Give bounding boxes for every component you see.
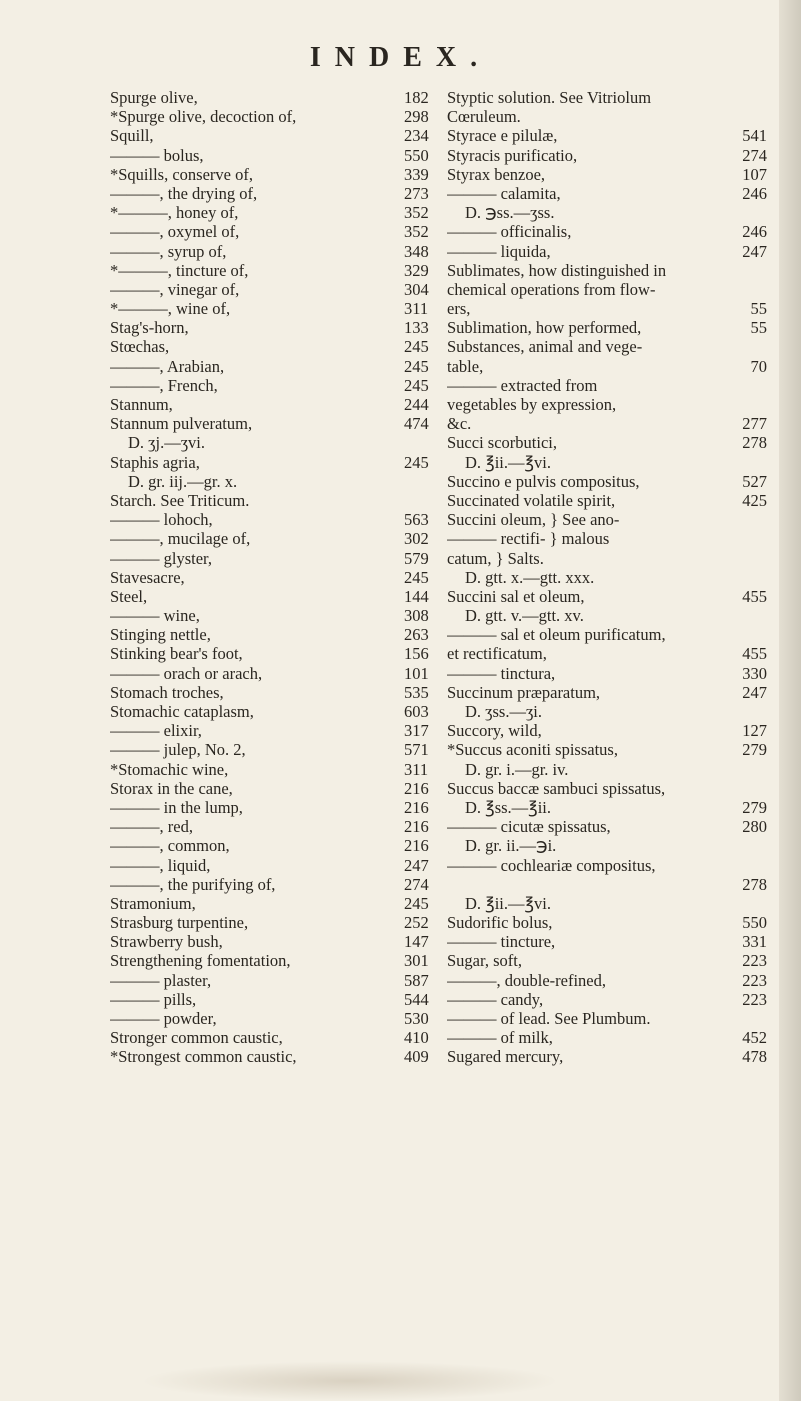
index-entry (447, 606, 767, 625)
index-entry-page: 329 (404, 260, 429, 280)
index-entry-page: 244 (404, 395, 429, 414)
index-entry-page: 277 (742, 414, 767, 434)
index-entry-page: 409 (404, 1047, 429, 1067)
index-entry-page: 156 (404, 644, 429, 664)
index-column-left (110, 88, 440, 1067)
index-entry (110, 453, 440, 472)
index-entry-text: ———, red, (110, 817, 193, 837)
index-entry-text: Succini sal et oleum, (447, 586, 585, 606)
index-entry-text: Stannum pulveratum, (110, 414, 253, 434)
index-entry-page: 246 (742, 183, 767, 203)
index-entry (447, 587, 767, 606)
index-entry (110, 88, 440, 107)
index-entry-text: ———, double-refined, (447, 970, 606, 990)
index-entry-text: Succino e pulvis compositus, (447, 471, 640, 491)
index-entry-text: Stinking bear's foot, (110, 644, 243, 664)
index-entry-page: 550 (404, 145, 429, 165)
index-entry-text: D. gtt. x.—gtt. xxx. (465, 567, 595, 587)
index-entry-page: 247 (404, 855, 429, 875)
index-entry-text: ———, liquid, (110, 855, 211, 875)
index-entry (110, 913, 440, 932)
index-entry-text: *———, tincture of, (110, 260, 249, 280)
index-entry-text: ——— wine, (110, 606, 200, 626)
index-entry-page: 223 (742, 951, 767, 971)
index-entry-text: ——— pills, (110, 989, 197, 1009)
index-entry-text: Steel, (110, 586, 148, 606)
index-entry (447, 280, 767, 299)
index-entry-page: 301 (404, 951, 429, 971)
index-entry (447, 644, 767, 663)
index-entry (110, 261, 440, 280)
page-edge (779, 0, 801, 1401)
index-entry-page: 308 (404, 606, 429, 626)
index-entry (110, 894, 440, 913)
index-entry-text: D. ℥ii.—℥vi. (465, 893, 551, 913)
index-column-right (447, 88, 767, 1067)
index-entry-text: Stramonium, (110, 893, 196, 913)
index-entry-text: Stomachic cataplasm, (110, 702, 254, 721)
index-entry (447, 88, 767, 107)
index-entry-page: 279 (742, 797, 767, 817)
index-entry-text: ——— calamita, (447, 183, 561, 203)
index-entry (447, 760, 767, 779)
index-entry (447, 395, 767, 414)
index-entry-text: ———, the drying of, (110, 183, 258, 203)
index-entry-page: 298 (404, 107, 429, 127)
index-entry (110, 817, 440, 836)
index-entry-page: 302 (404, 529, 429, 549)
index-entry (110, 1009, 440, 1028)
index-entry-page: 352 (404, 222, 429, 242)
index-entry (110, 740, 440, 759)
index-entry (447, 337, 767, 356)
index-entry-page: 280 (742, 817, 767, 837)
index-entry-text: vegetables by expression, (447, 395, 617, 414)
index-entry-text: ——— orach or arach, (110, 663, 263, 683)
index-entry-text: et rectificatum, (447, 644, 547, 664)
index-entry-page: 245 (404, 375, 429, 395)
index-entry-text: Stœchas, (110, 337, 170, 357)
index-entry (447, 318, 767, 337)
index-entry (447, 357, 767, 376)
index-entry (447, 875, 767, 894)
index-entry (447, 203, 767, 222)
index-entry-text: Succinum præparatum, (447, 682, 601, 702)
index-entry (110, 318, 440, 337)
index-entry (447, 549, 767, 568)
index-entry (110, 549, 440, 568)
index-entry-page: 216 (404, 836, 429, 856)
index-entry (110, 337, 440, 356)
index-entry (447, 836, 767, 855)
index-entry (110, 491, 440, 510)
index-entry-text: ——— liquida, (447, 241, 551, 261)
index-entry-page: 147 (404, 932, 429, 952)
index-entry-text: Succi scorbutici, (447, 433, 557, 453)
index-entry-text: ——— bolus, (110, 145, 204, 165)
index-entry (447, 184, 767, 203)
index-entry (447, 242, 767, 261)
index-entry-page: 339 (404, 164, 429, 184)
index-entry-text: Strasburg turpentine, (110, 913, 249, 933)
index-entry-text: table, (447, 356, 484, 376)
index-entry-text: ——— sal et oleum purificatum, (447, 625, 666, 645)
index-entry-page: 455 (742, 586, 767, 606)
index-entry-text: Styrax benzoe, (447, 164, 546, 184)
index-entry-page: 107 (742, 164, 767, 184)
index-entry-page: 182 (404, 88, 429, 107)
index-entry (110, 165, 440, 184)
index-entry-page: 330 (742, 663, 767, 683)
index-entry (110, 1047, 440, 1066)
index-entry-page: 245 (404, 567, 429, 587)
index-entry-page: 541 (742, 126, 767, 146)
index-entry-page: 245 (404, 452, 429, 472)
index-entry (110, 146, 440, 165)
index-entry-page: 279 (742, 740, 767, 760)
index-entry (110, 971, 440, 990)
index-entry (110, 357, 440, 376)
index-entry-text: catum, } Salts. (447, 548, 544, 568)
index-entry-text: ——— julep, No. 2, (110, 740, 246, 760)
index-entry-text: Styracis purificatio, (447, 145, 578, 165)
index-entry-page: 527 (742, 471, 767, 491)
index-entry (110, 798, 440, 817)
index-entry-text: Succus baccæ sambuci spissatus, (447, 778, 666, 798)
index-entry (447, 472, 767, 491)
index-entry-text: ——— tincture, (447, 932, 556, 952)
index-entry-text: ——— cochleariæ compositus, (447, 855, 656, 875)
index-entry-page: 274 (404, 874, 429, 894)
index-entry-text: Styptic solution. See Vitriolum (447, 88, 652, 107)
index-entry-page: 550 (742, 913, 767, 933)
index-entry-text: ———, the purifying of, (110, 874, 276, 894)
index-entry-text: ——— lohoch, (110, 510, 213, 530)
index-entry (110, 203, 440, 222)
index-entry-text: ———, syrup of, (110, 241, 227, 261)
index-entry-text: Stinging nettle, (110, 625, 211, 645)
index-entry-page: 410 (404, 1028, 429, 1048)
index-entry (110, 760, 440, 779)
index-entry-page: 530 (404, 1009, 429, 1028)
index-entry-page: 234 (404, 126, 429, 146)
index-entry-page: 127 (742, 721, 767, 741)
index-entry-text: *———, honey of, (110, 203, 239, 223)
index-entry (447, 376, 767, 395)
index-entry (447, 894, 767, 913)
index-entry (110, 472, 440, 491)
index-entry-page: 425 (742, 490, 767, 510)
index-entry (110, 721, 440, 740)
index-entry-page: 144 (404, 586, 429, 606)
index-entry-text: &c. (447, 414, 472, 434)
index-entry (110, 529, 440, 548)
index-entry-text: D. ʒj.—ʒvi. (128, 433, 205, 453)
index-entry-page: 311 (404, 299, 429, 319)
index-entry-page: 245 (404, 356, 429, 376)
index-entry-text: ——— of lead. See Plumbum. (447, 1009, 651, 1028)
index-entry-page: 273 (404, 183, 429, 203)
index-entry-text: Staphis agria, (110, 452, 200, 472)
index-entry (447, 702, 767, 721)
index-entry-text: Strawberry bush, (110, 932, 223, 952)
index-entry (447, 299, 767, 318)
index-entry-text: Sudorific bolus, (447, 913, 553, 933)
index-entry-page: 331 (742, 932, 767, 952)
index-entry-page: 216 (404, 778, 429, 798)
paper-stain (140, 1361, 560, 1401)
index-entry (447, 817, 767, 836)
index-entry-text: D. ℥ss.—℥ii. (465, 797, 551, 817)
index-entry-page: 311 (404, 759, 429, 779)
index-entry-page: 474 (404, 414, 429, 434)
index-entry (110, 875, 440, 894)
index-entry-page: 247 (742, 241, 767, 261)
index-entry (447, 1047, 767, 1066)
index-entry-page: 274 (742, 145, 767, 165)
index-entry (110, 433, 440, 452)
index-entry (447, 510, 767, 529)
index-entry (447, 165, 767, 184)
index-entry (110, 510, 440, 529)
index-entry (447, 683, 767, 702)
index-entry-page: 216 (404, 797, 429, 817)
index-entry (447, 625, 767, 644)
index-entry-text: ———, Arabian, (110, 356, 225, 376)
index-entry-text: *Strongest common caustic, (110, 1047, 297, 1067)
index-entry-page: 70 (750, 356, 767, 376)
index-entry-text: Stavesacre, (110, 567, 185, 587)
index-entry (110, 606, 440, 625)
index-entry (447, 568, 767, 587)
index-entry (110, 222, 440, 241)
index-entry-text: Succinated volatile spirit, (447, 490, 616, 510)
index-entry-text: ———, oxymel of, (110, 222, 240, 242)
index-entry (110, 625, 440, 644)
index-entry (110, 568, 440, 587)
index-entry-text: *Spurge olive, decoction of, (110, 107, 297, 127)
index-entry (447, 664, 767, 683)
index-entry (447, 990, 767, 1009)
index-entry-page: 278 (742, 433, 767, 453)
index-entry-text: ———, French, (110, 375, 218, 395)
index-entry-page: 571 (404, 740, 429, 760)
index-entry-page: 603 (404, 702, 429, 721)
index-entry-page: 216 (404, 817, 429, 837)
page-header: INDEX. (309, 42, 492, 73)
index-entry-text: D. gtt. v.—gtt. xv. (465, 606, 584, 626)
index-entry (447, 721, 767, 740)
index-entry-page: 304 (404, 279, 429, 299)
index-entry (447, 1028, 767, 1047)
index-entry-page: 317 (404, 721, 429, 741)
index-entry-text: ———, mucilage of, (110, 529, 251, 549)
index-entry-page: 455 (742, 644, 767, 664)
index-entry (447, 932, 767, 951)
index-entry (447, 951, 767, 970)
index-entry (447, 913, 767, 932)
index-entry (110, 702, 440, 721)
index-entry (110, 990, 440, 1009)
index-entry-text: Succini oleum, } See ano- (447, 510, 620, 530)
index-entry (447, 222, 767, 241)
index-entry (110, 836, 440, 855)
index-entry-text: ——— elixir, (110, 721, 202, 741)
index-entry-text: ——— in the lump, (110, 797, 243, 817)
index-entry-page: 478 (742, 1047, 767, 1067)
index-entry (447, 126, 767, 145)
index-entry-page: 252 (404, 913, 429, 933)
index-entry-text: Sublimation, how performed, (447, 318, 642, 338)
index-entry-page: 133 (404, 318, 429, 338)
index-entry-text: D. ℥ii.—℥vi. (465, 452, 551, 472)
index-entry (110, 587, 440, 606)
index-entry (110, 779, 440, 798)
index-entry (110, 242, 440, 261)
index-entry (110, 1028, 440, 1047)
index-entry-text: Sugared mercury, (447, 1047, 564, 1067)
index-entry (447, 491, 767, 510)
index-entry-page: 55 (750, 299, 767, 319)
index-entry-text: Stannum, (110, 395, 173, 414)
index-entry-text: Stomach troches, (110, 682, 224, 702)
index-entry-text: *Succus aconiti spissatus, (447, 740, 618, 760)
index-entry-page: 223 (742, 989, 767, 1009)
index-entry-text: ——— tinctura, (447, 663, 556, 683)
index-entry (110, 414, 440, 433)
index-entry-page: 245 (404, 893, 429, 913)
index-entry-page: 579 (404, 548, 429, 568)
index-entry (447, 529, 767, 548)
index-entry-text: D. gr. i.—gr. iv. (465, 759, 569, 779)
index-entry-page: 55 (750, 318, 767, 338)
index-entry-page: 245 (404, 337, 429, 357)
index-entry-page: 452 (742, 1028, 767, 1048)
index-entry (110, 664, 440, 683)
index-entry-text: Sugar, soft, (447, 951, 522, 971)
index-entry (447, 146, 767, 165)
index-entry (110, 184, 440, 203)
index-entry-page: 587 (404, 970, 429, 990)
index-entry-page: 263 (404, 625, 429, 645)
index-entry-text: chemical operations from flow- (447, 279, 656, 299)
index-entry-text: ——— extracted from (447, 375, 598, 395)
index-entry-text: D. ℈ss.—ʒss. (465, 203, 555, 223)
index-entry (447, 798, 767, 817)
index-entry-page: 101 (404, 663, 429, 683)
index-entry-text: Stag's-horn, (110, 318, 189, 338)
index-entry-text: Sublimates, how distinguished in (447, 260, 667, 280)
index-entry-text: ——— rectifi- } malous (447, 529, 610, 549)
index-entry (110, 107, 440, 126)
index-entry (110, 644, 440, 663)
index-entry-text: ———, common, (110, 836, 230, 856)
index-entry-text: ers, (447, 299, 471, 319)
index-entry-text: Starch. See Triticum. (110, 490, 250, 510)
index-entry-page: 223 (742, 970, 767, 990)
index-entry-text: Cœruleum. (447, 107, 521, 127)
index-entry (447, 261, 767, 280)
index-entry-text: ——— powder, (110, 1009, 217, 1028)
index-entry-text: Spurge olive, (110, 88, 198, 107)
index-entry (110, 126, 440, 145)
index-entry-page: 247 (742, 682, 767, 702)
index-entry (447, 856, 767, 875)
index-entry-page: 348 (404, 241, 429, 261)
index-entry (447, 779, 767, 798)
index-entry-text: Succory, wild, (447, 721, 542, 741)
index-entry-text: D. gr. iij.—gr. x. (128, 471, 238, 491)
index-entry (110, 683, 440, 702)
index-entry (110, 376, 440, 395)
index-entry-text: D. gr. ii.—℈i. (465, 836, 557, 856)
index-entry-text: Substances, animal and vege- (447, 337, 643, 357)
index-entry (110, 856, 440, 875)
index-entry-text: *Squills, conserve of, (110, 164, 253, 184)
index-entry (447, 971, 767, 990)
index-entry-text: Styrace e pilulæ, (447, 126, 558, 146)
index-entry-page: 544 (404, 989, 429, 1009)
index-entry-page: 278 (742, 874, 767, 894)
index-entry (110, 299, 440, 318)
index-entry-text: ——— of milk, (447, 1028, 553, 1048)
index-entry-text: *———, wine of, (110, 299, 231, 319)
index-entry (447, 740, 767, 759)
index-entry-page: 352 (404, 203, 429, 223)
index-entry (447, 453, 767, 472)
index-entry-text: *Stomachic wine, (110, 759, 229, 779)
index-entry-text: Squill, (110, 126, 154, 146)
index-entry (110, 395, 440, 414)
index-entry-text: Stronger common caustic, (110, 1028, 283, 1048)
index-entry-page: 563 (404, 510, 429, 530)
index-entry (447, 1009, 767, 1028)
index-entry (447, 433, 767, 452)
index-entry-text: Strengthening fomentation, (110, 951, 291, 971)
index-entry (110, 951, 440, 970)
index-entry (447, 107, 767, 126)
index-entry-page: 535 (404, 682, 429, 702)
index-entry-text: ———, vinegar of, (110, 279, 240, 299)
index-entry (110, 280, 440, 299)
index-entry-text: D. ʒss.—ʒi. (465, 702, 542, 721)
index-entry-text: ——— plaster, (110, 970, 212, 990)
index-entry-text: Storax in the cane, (110, 778, 233, 798)
index-entry-page: 246 (742, 222, 767, 242)
index-entry (110, 932, 440, 951)
index-entry (447, 414, 767, 433)
index-entry-text: ——— cicutæ spissatus, (447, 817, 611, 837)
index-entry-text: ——— officinalis, (447, 222, 572, 242)
index-entry-text: ——— candy, (447, 989, 544, 1009)
index-entry-text: ——— glyster, (110, 548, 212, 568)
